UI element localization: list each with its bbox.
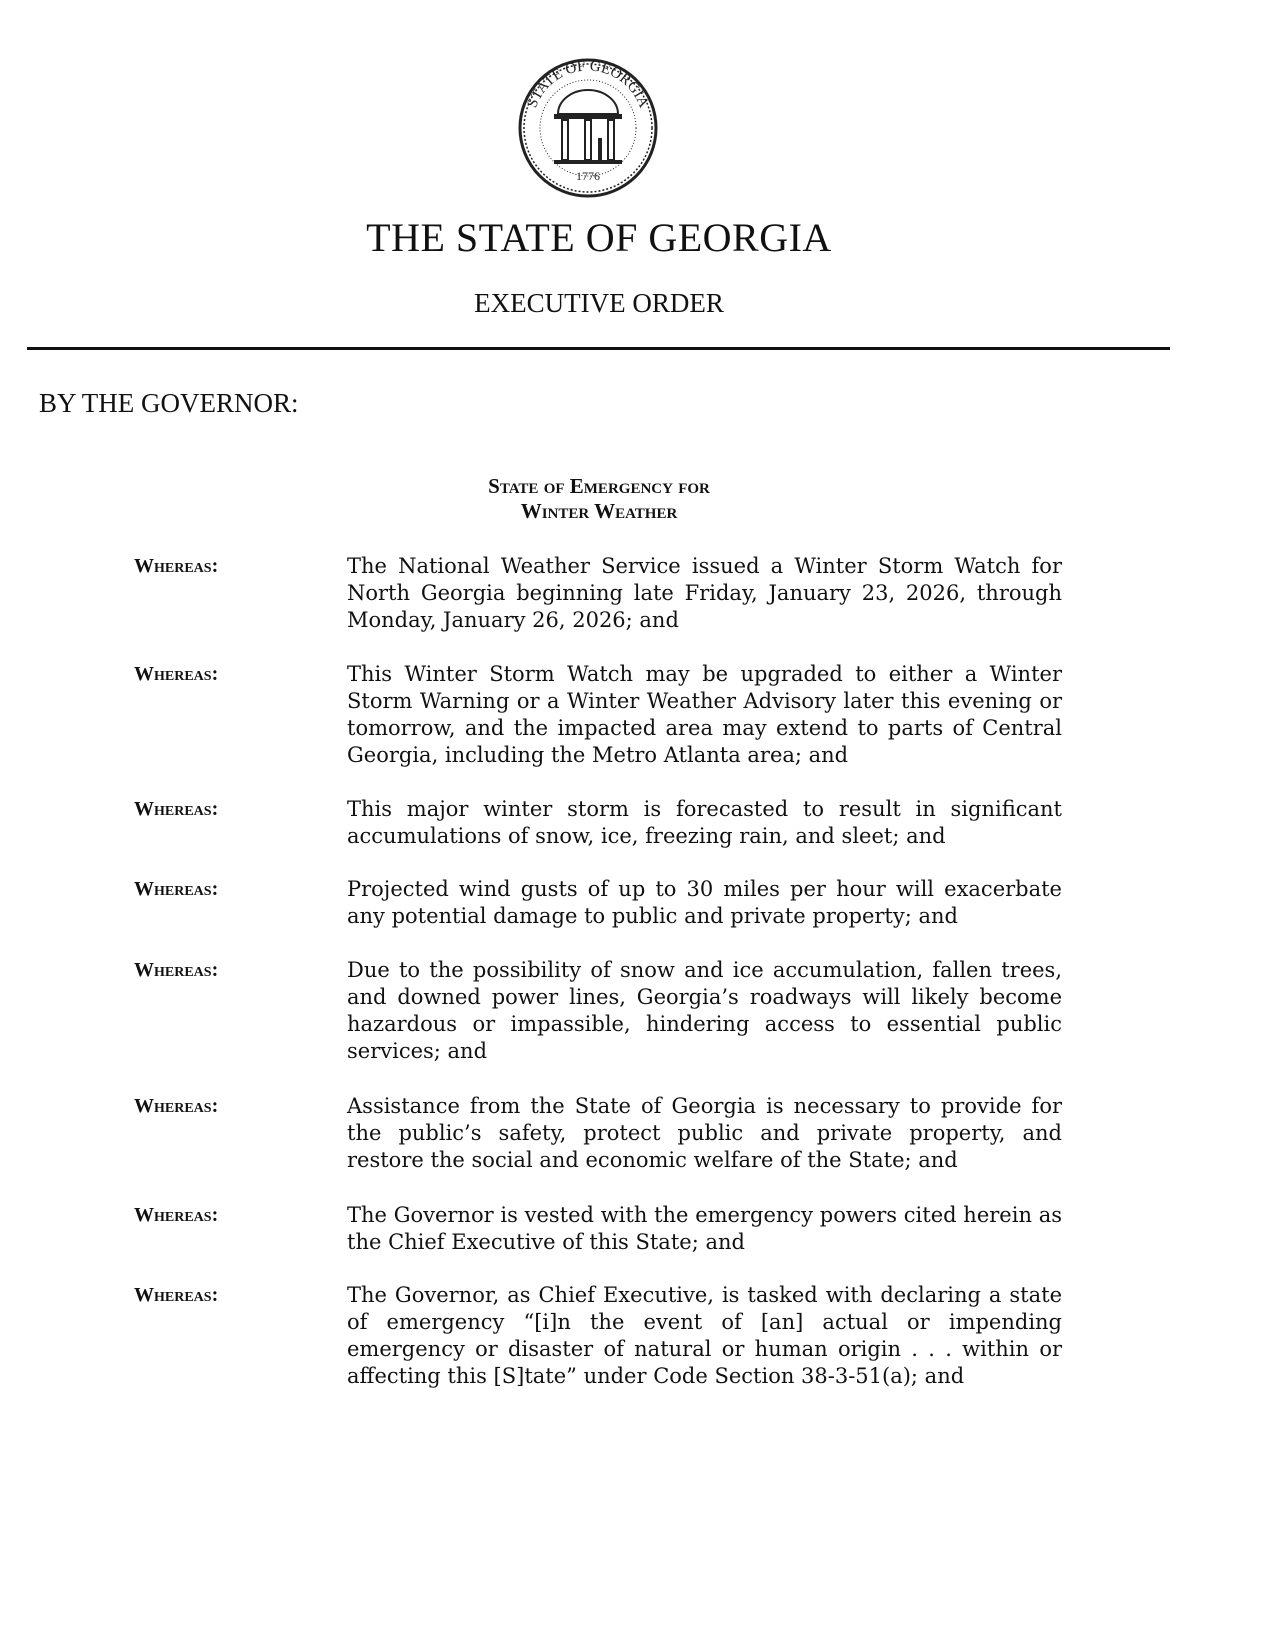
order-heading: [0, 474, 1198, 524]
heading-line-1: State of Emergency for: [488, 474, 710, 498]
heading-line-2: Winter Weather: [520, 499, 678, 523]
clause-text: The Governor is vested with the emergency powers cited herein as the Chief Executive of this State; and: [347, 1203, 1062, 1254]
clause-label: Whereas:: [134, 878, 219, 900]
clause-text: Assistance from the State of Georgia is necessary to provide for the public’s safety, protect public and private property, and restore the social and economic welfare of the State; and: [347, 1094, 1062, 1172]
document-title: THE STATE OF GEORGIA: [366, 215, 832, 260]
clause-label: Whereas:: [134, 959, 219, 981]
clause-label: Whereas:: [134, 798, 219, 820]
clause-label: Whereas:: [134, 663, 219, 685]
georgia-state-seal: [518, 58, 658, 198]
clause-text: This Winter Storm Watch may be upgraded to either a Winter Storm Warning or a Winter Weather Advisory later this evening or tomorrow, and the impacted area may extend to parts of Central Georgia, including the Metro Atlanta area; and: [347, 662, 1062, 767]
clause-text: The Governor, as Chief Executive, is tasked with declaring a state of emergency “[i]n the event of [an] actual or impending emergency or disaster of natural or human origin . . . within or affecting this [S]tate” under Code Section 38-3-51(a); and: [347, 1283, 1062, 1388]
svg-text:STATE OF GEORGIA: STATE OF GEORGIA: [524, 58, 652, 111]
clause-label: Whereas:: [134, 1204, 219, 1226]
clause-label: Whereas:: [134, 555, 219, 577]
document-subtitle: EXECUTIVE ORDER: [474, 288, 724, 318]
clause-label: Whereas:: [134, 1284, 219, 1306]
svg-text:1776: 1776: [576, 169, 600, 183]
clause-text: Projected wind gusts of up to 30 miles per hour will exacerbate any potential damage to public and private property; and: [347, 877, 1062, 928]
clause-text: The National Weather Service issued a Winter Storm Watch for North Georgia beginning late Friday, January 23, 2026, through Monday, January 26, 2026; and: [347, 554, 1062, 632]
clause-text: Due to the possibility of snow and ice accumulation, fallen trees, and downed power lines, Georgia’s roadways will likely become hazardous or impassible, hindering access to essential public services; and: [347, 958, 1062, 1063]
clause-text: This major winter storm is forecasted to result in significant accumulations of snow, ice, freezing rain, and sleet; and: [347, 797, 1062, 848]
by-line: BY THE GOVERNOR:: [39, 388, 299, 418]
clause-label: Whereas:: [134, 1095, 219, 1117]
header-divider: [27, 347, 1170, 350]
